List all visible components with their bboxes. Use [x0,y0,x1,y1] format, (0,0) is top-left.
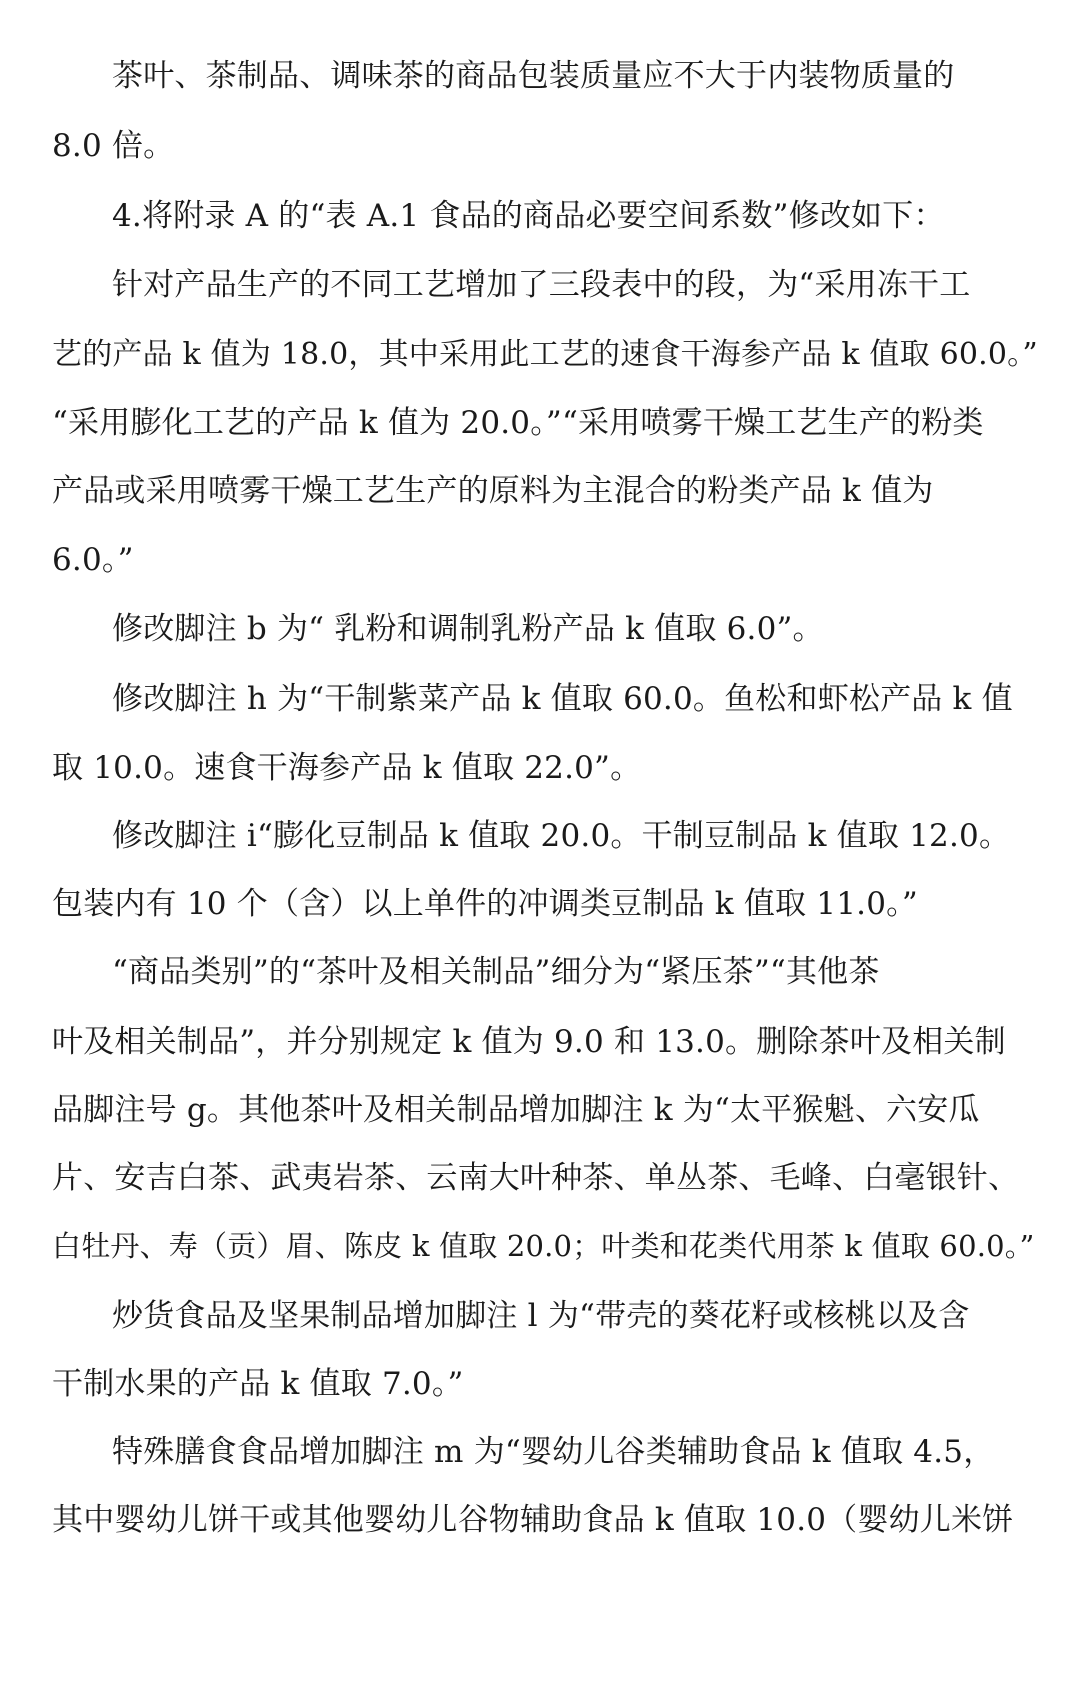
text-line: “商品类别”的“茶叶及相关制品”细分为“紧压茶”“其他茶 [112,954,880,990]
text-line: 特殊膳食食品增加脚注 m 为“婴幼儿谷类辅助食品 k 值取 4.5， [112,1434,995,1470]
text-line: 针对产品生产的不同工艺增加了三段表中的段，为“采用冻干工 [112,267,971,303]
text-line: 叶及相关制品”，并分别规定 k 值为 9.0 和 13.0。删除茶叶及相关制 [52,1024,1006,1060]
text-line: 茶叶、茶制品、调味茶的商品包装质量应不大于内装物质量的 [112,58,955,94]
text-line: 干制水果的产品 k 值取 7.0。” [52,1366,464,1402]
text-line: 8.0 倍。 [52,128,175,164]
text-line: 品脚注号 g。其他茶叶及相关制品增加脚注 k 为“太平猴魁、六安瓜 [52,1092,980,1128]
text-line: 修改脚注 i“膨化豆制品 k 值取 20.0。干制豆制品 k 值取 12.0。 [112,818,1011,854]
text-line: 片、安吉白茶、武夷岩茶、云南大叶种茶、单丛茶、毛峰、白毫银针、 [52,1160,1020,1196]
text-line: 艺的产品 k 值为 18.0，其中采用此工艺的速食干海参产品 k 值取 60.0。” [52,337,1038,372]
text-line: 产品或采用喷雾干燥工艺生产的原料为主混合的粉类产品 k 值为 [52,473,934,509]
text-line: 其中婴幼儿饼干或其他婴幼儿谷物辅助食品 k 值取 10.0（婴幼儿米饼 [52,1502,1014,1538]
text-line: 修改脚注 h 为“干制紫菜产品 k 值取 60.0。鱼松和虾松产品 k 值 [112,681,1013,717]
text-line: 白牡丹、寿（贡）眉、陈皮 k 值取 20.0；叶类和花类代用茶 k 值取 60.0。” [52,1229,1035,1263]
text-line: 4.将附录 A 的“表 A.1 食品的商品必要空间系数”修改如下： [112,198,945,234]
text-line: 炒货食品及坚果制品增加脚注 l 为“带壳的葵花籽或核桃以及含 [112,1298,970,1334]
text-line: “采用膨化工艺的产品 k 值为 20.0。”“采用喷雾干燥工艺生产的粉类 [52,405,984,441]
text-line: 6.0。” [52,542,134,578]
text-line: 取 10.0。速食干海参产品 k 值取 22.0”。 [52,750,642,786]
text-line: 包装内有 10 个（含）以上单件的冲调类豆制品 k 值取 11.0。” [52,886,918,922]
text-line: 修改脚注 b 为“ 乳粉和调制乳粉产品 k 值取 6.0”。 [112,611,824,647]
